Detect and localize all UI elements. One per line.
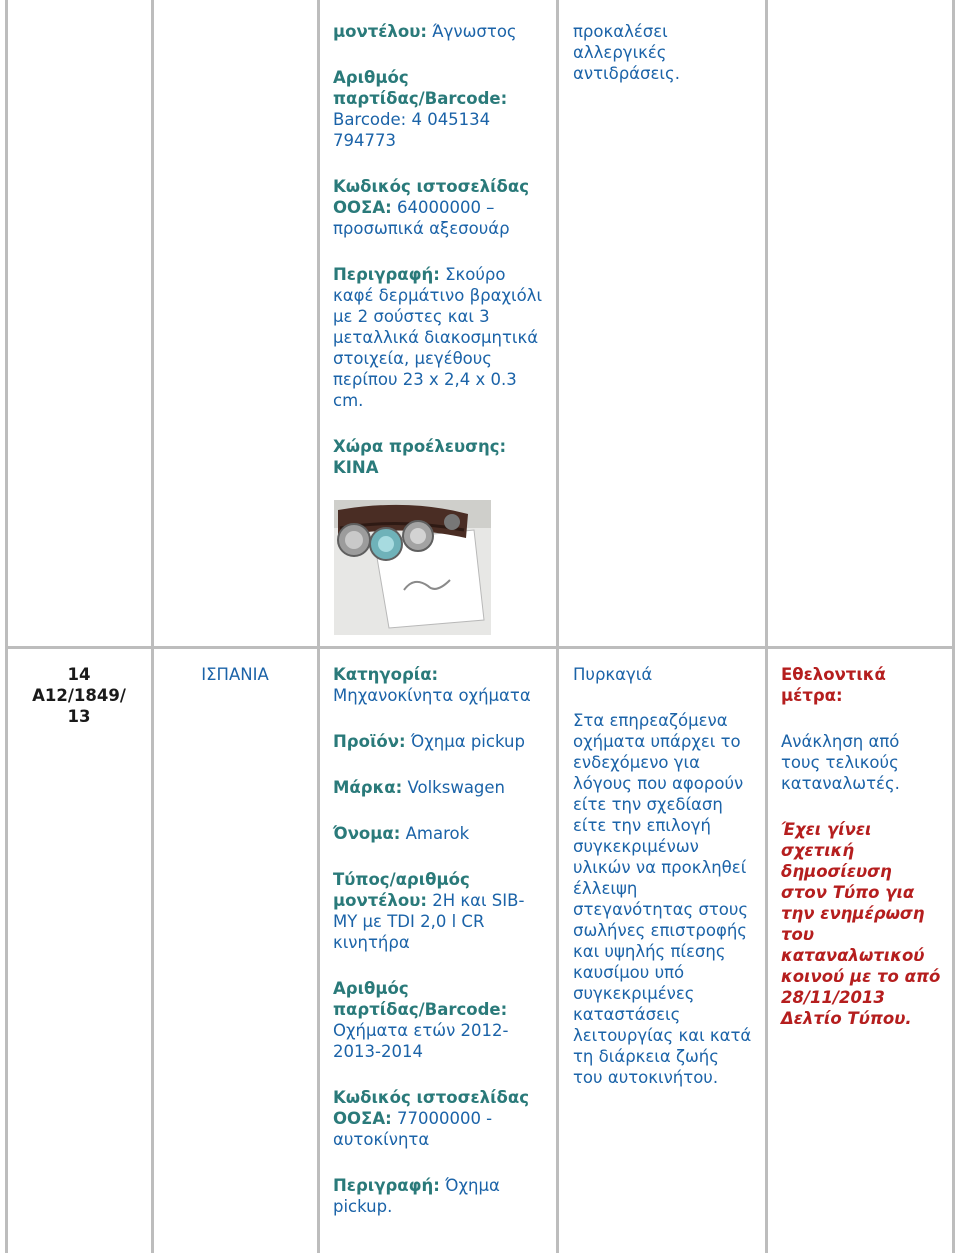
model-label: μοντέλου: [333,22,427,41]
column-divider [317,0,320,1253]
press-note: Έχει γίνει σχετική δημοσίευση στον Τύπο για την ενημέρωση του καταναλωτικού κοινού με το από 28/11/2013 Δελτίο Τύπου. [781,820,941,1028]
row1-risk-cell [573,21,749,109]
description-label: Περιγραφή: [333,265,440,284]
description-value: Σκούρο καφέ δερμάτινο βραχιόλι με 2 σούστες και 3 μεταλλικά διακοσμητικά στοιχεία, μεγέθους περίπου 23 x 2,4 x 0.3 cm. [333,265,543,410]
bracelet-photo [334,500,491,635]
product-label: Προϊόν: [333,732,406,751]
risk-text: Στα επηρεαζόμενα οχήματα υπάρχει το ενδεχόμενο για λόγους που αφορούν είτε την σχεδίαση είτε την επιλογή συγκεκριμένων υλικών να προκληθεί έλλειψη στεγανότητας στους σωλήνες επιστροφής και υψηλής πίεσης καυσίμου υπό συγκεκριμένες καταστάσεις λειτουργίας και κατά τη διάρκεια ζωής του αυτοκινήτου. [573,711,752,1087]
product-value: Όχημα pickup [410,732,525,751]
row-divider [5,646,955,649]
batch-label: Αριθμός παρτίδας/Barcode: [333,68,508,108]
oosa-label: Κωδικός ιστοσελίδας ΟΟΣΑ: [333,177,529,217]
row2-number-cell [10,664,148,727]
country-value: ΙΣΠΑΝΙΑ [201,665,269,684]
column-divider [151,0,154,1253]
name-label: Όνομα: [333,824,401,843]
model-label: Τύπος/αριθμός μοντέλου: [333,870,470,910]
column-divider [5,0,8,1253]
origin-value: ΚΙΝΑ [333,458,379,477]
risk-title: Πυρκαγιά [573,665,653,684]
notification-ref: A12/1849/ [32,686,126,705]
measures-title: Εθελοντικά μέτρα: [781,665,886,705]
description-label: Περιγραφή: [333,1176,440,1195]
oosa-value: 64000000 – προσωπικά αξεσουάρ [333,198,510,238]
description-value: Όχημα pickup. [333,1176,500,1216]
column-divider [952,0,955,1253]
column-divider [765,0,768,1253]
origin-label: Χώρα προέλευσης: [333,437,507,456]
row2-product-cell [333,664,543,1242]
risk-text: προκαλέσει αλλεργικές αντιδράσεις. [573,22,680,83]
category-value: Μηχανοκίνητα οχήματα [333,686,531,705]
row1-product-cell [333,21,545,503]
brand-label: Μάρκα: [333,778,403,797]
oosa-value: 77000000 - αυτοκίνητα [333,1109,493,1149]
category-label: Κατηγορία: [333,665,439,684]
bracelet-photo-icon [334,500,491,635]
row2-country-cell [155,664,315,685]
model-value: Άγνωστος [432,22,517,41]
notification-ref-year: 13 [67,707,91,726]
batch-value: Barcode: 4 045134 794773 [333,110,491,150]
column-divider [556,0,559,1253]
measures-text: Ανάκληση από τους τελικούς καταναλωτές. [781,732,900,793]
model-value: 2H και SIB-MY με TDI 2,0 l CR κινητήρα [333,891,525,952]
oosa-label: Κωδικός ιστοσελίδας ΟΟΣΑ: [333,1088,529,1128]
batch-value: Οχήματα ετών 2012-2013-2014 [333,1021,509,1061]
row2-risk-cell [573,664,753,1113]
brand-value: Volkswagen [407,778,506,797]
notification-number: 14 [67,665,91,684]
batch-label: Αριθμός παρτίδας/Barcode: [333,979,508,1019]
row2-measures-cell [781,664,941,1054]
name-value: Amarok [405,824,470,843]
